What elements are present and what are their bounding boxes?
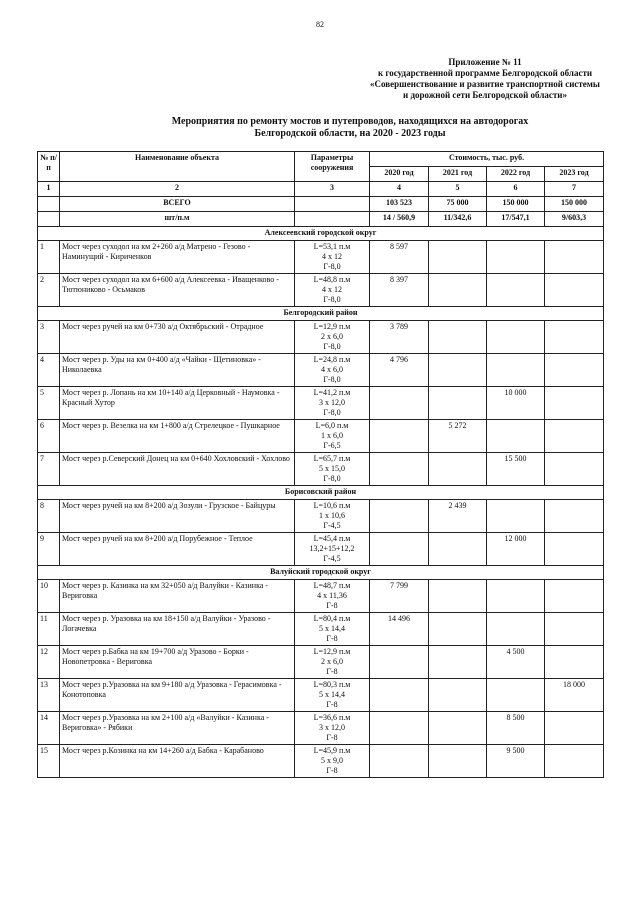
- structure-params: [295, 354, 370, 387]
- cost-cell: [370, 712, 429, 745]
- structure-params: [295, 321, 370, 354]
- title-line-2: Белгородской области, на 2020 - 2023 годы: [254, 128, 446, 139]
- param-line: L=48,7 п.м: [313, 581, 351, 590]
- section-title: Белгородский район: [38, 307, 604, 321]
- object-name: Мост через суходол на км 2+260 а/д Матрено - Гезово - Наминущий - Кириченков: [60, 241, 295, 274]
- colnum: 4: [370, 182, 429, 197]
- header-num: № п/п: [38, 152, 60, 182]
- cost-cell: 15 500: [487, 453, 545, 486]
- total-value: 150 000: [487, 197, 545, 212]
- cost-cell: [370, 679, 429, 712]
- row-number: 2: [38, 274, 60, 307]
- param-line: 3 х 12,0: [319, 723, 345, 732]
- object-name: Мост через р. Уды на км 0+400 а/д «Чайки - Щетиновка» - Николаевка: [60, 354, 295, 387]
- cost-cell: [545, 241, 604, 274]
- object-name: Мост через р.Бабка на км 19+700 а/д Уразово - Борки - Новопетровка - Вериговка: [60, 646, 295, 679]
- total-label: ВСЕГО: [60, 197, 295, 212]
- param-line: Г-8: [326, 634, 338, 643]
- param-line: Г-8,0: [323, 408, 341, 417]
- header-year: 2023 год: [545, 167, 604, 182]
- param-line: 1 х 10,6: [319, 511, 345, 520]
- section-row: [38, 566, 604, 580]
- colnum: 7: [545, 182, 604, 197]
- table-row: [38, 354, 604, 387]
- title-line-1: Мероприятия по ремонту мостов и путепроводов, находящихся на автодорогах: [171, 116, 529, 127]
- param-line: 4 х 12: [322, 252, 342, 261]
- param-line: L=6,0 п.м: [315, 421, 349, 430]
- appendix-header: [360, 57, 610, 101]
- param-line: Г-8,0: [323, 262, 341, 271]
- param-line: 5 х 14,4: [319, 690, 345, 699]
- cost-cell: [545, 646, 604, 679]
- cost-cell: [545, 321, 604, 354]
- colnum: 6: [487, 182, 545, 197]
- appendix-line-3: «Совершенствование и развитие транспортной системы: [370, 79, 600, 89]
- cost-cell: [545, 387, 604, 420]
- table-row: [38, 646, 604, 679]
- row-number: 9: [38, 533, 60, 566]
- units-row: [38, 212, 604, 227]
- object-name: Мост через р.Козинка на км 14+260 а/д Бабка - Карабаново: [60, 745, 295, 778]
- param-line: L=12,9 п.м: [313, 647, 351, 656]
- param-line: 4 х 11,36: [317, 591, 347, 600]
- param-line: Г-8: [326, 733, 338, 742]
- units-value: 17/547,1: [487, 212, 545, 227]
- cost-cell: [370, 387, 429, 420]
- param-line: Г-8: [326, 700, 338, 709]
- cost-cell: [487, 420, 545, 453]
- cost-cell: [487, 321, 545, 354]
- row-number: 11: [38, 613, 60, 646]
- structure-params: [295, 420, 370, 453]
- param-line: 13,2+15+12,2: [309, 544, 355, 553]
- header-year: 2020 год: [370, 167, 429, 182]
- cost-cell: 9 500: [487, 745, 545, 778]
- cost-cell: 7 799: [370, 580, 429, 613]
- param-line: L=45,4 п.м: [313, 534, 351, 543]
- table-row: [38, 712, 604, 745]
- total-value: 75 000: [429, 197, 487, 212]
- cost-cell: [487, 613, 545, 646]
- structure-params: [295, 533, 370, 566]
- cost-cell: 12 000: [487, 533, 545, 566]
- object-name: Мост через ручей на км 8+200 а/д Зозули - Грузское - Байцуры: [60, 500, 295, 533]
- param-line: 4 х 12: [322, 285, 342, 294]
- cost-cell: 3 789: [370, 321, 429, 354]
- row-number: 14: [38, 712, 60, 745]
- object-name: Мост через р. Везелка на км 1+800 а/д Стрелецкое - Пушкарное: [60, 420, 295, 453]
- cost-cell: [429, 321, 487, 354]
- param-line: Г-4,5: [323, 554, 341, 563]
- cost-cell: [370, 646, 429, 679]
- cost-cell: [370, 453, 429, 486]
- appendix-line-4: и дорожной сети Белгородской области»: [403, 90, 567, 100]
- structure-params: [295, 387, 370, 420]
- total-row: [38, 197, 604, 212]
- param-line: L=12,9 п.м: [313, 322, 351, 331]
- row-number: 1: [38, 241, 60, 274]
- table-row: [38, 679, 604, 712]
- bridges-table: [37, 151, 604, 778]
- row-number: 13: [38, 679, 60, 712]
- cost-cell: [487, 274, 545, 307]
- section-title: Валуйский городской округ: [38, 566, 604, 580]
- row-number: 7: [38, 453, 60, 486]
- param-line: 2 х 6,0: [321, 332, 343, 341]
- section-title: Борисовский район: [38, 486, 604, 500]
- param-line: Г-4,5: [323, 521, 341, 530]
- appendix-line-1: Приложение № 11: [448, 57, 522, 67]
- cost-cell: [545, 533, 604, 566]
- param-line: 5 х 15,0: [319, 464, 345, 473]
- cost-cell: [429, 241, 487, 274]
- param-line: L=24,8 п.м: [313, 355, 351, 364]
- param-line: L=65,7 п.м: [313, 454, 351, 463]
- cost-cell: [429, 679, 487, 712]
- structure-params: [295, 613, 370, 646]
- colnum: 2: [60, 182, 295, 197]
- row-number: 5: [38, 387, 60, 420]
- table-row: [38, 387, 604, 420]
- header-name: Наименование объекта: [60, 152, 295, 182]
- cost-cell: [545, 420, 604, 453]
- structure-params: [295, 646, 370, 679]
- table-row: [38, 745, 604, 778]
- structure-params: [295, 679, 370, 712]
- section-title: Алексеевский городской округ: [38, 227, 604, 241]
- colnum: 3: [295, 182, 370, 197]
- document-title: [60, 116, 640, 140]
- table-row: [38, 533, 604, 566]
- section-row: [38, 486, 604, 500]
- param-line: L=80,3 п.м: [313, 680, 351, 689]
- object-name: Мост через р. Лопань на км 10+140 а/д Церковный - Наумовка - Красный Хутор: [60, 387, 295, 420]
- cost-cell: [429, 712, 487, 745]
- header-params: Параметры сооружения: [295, 152, 370, 182]
- object-name: Мост через р.Северский Донец на км 0+640 Хохловский - Хохлово: [60, 453, 295, 486]
- object-name: Мост через р. Казинка на км 32+050 а/д Валуйки - Казинка - Вериговка: [60, 580, 295, 613]
- param-line: Г-8: [326, 667, 338, 676]
- row-number: 15: [38, 745, 60, 778]
- cost-cell: 8 597: [370, 241, 429, 274]
- object-name: Мост через ручей на км 0+730 а/д Октябрьский - Отрадное: [60, 321, 295, 354]
- param-line: 3 х 12,0: [319, 398, 345, 407]
- cost-cell: [487, 580, 545, 613]
- header-year: 2022 год: [487, 167, 545, 182]
- cost-cell: 8 397: [370, 274, 429, 307]
- param-line: Г-8,0: [323, 295, 341, 304]
- cost-cell: [545, 274, 604, 307]
- param-line: L=10,6 п.м: [313, 501, 351, 510]
- param-line: Г-8,0: [323, 342, 341, 351]
- param-line: L=53,1 п.м: [313, 242, 351, 251]
- param-line: Г-8,0: [323, 474, 341, 483]
- row-number: 8: [38, 500, 60, 533]
- structure-params: [295, 712, 370, 745]
- cost-cell: 5 272: [429, 420, 487, 453]
- row-number: 10: [38, 580, 60, 613]
- table-row: [38, 453, 604, 486]
- units-value: 11/342,6: [429, 212, 487, 227]
- table-row: [38, 613, 604, 646]
- cost-cell: [429, 533, 487, 566]
- colnum: 5: [429, 182, 487, 197]
- cost-cell: 2 439: [429, 500, 487, 533]
- units-label: шт/п.м: [60, 212, 295, 227]
- row-number: 6: [38, 420, 60, 453]
- units-value: 9/603,3: [545, 212, 604, 227]
- table-row: [38, 241, 604, 274]
- cost-cell: [370, 500, 429, 533]
- cost-cell: [487, 354, 545, 387]
- cost-cell: [487, 500, 545, 533]
- object-name: Мост через р. Уразовка на км 18+150 а/д Валуйки - Уразово - Логачевка: [60, 613, 295, 646]
- param-line: Г-8: [326, 601, 338, 610]
- cost-cell: [370, 745, 429, 778]
- structure-params: [295, 580, 370, 613]
- cost-cell: [429, 274, 487, 307]
- param-line: 4 х 6,0: [321, 365, 343, 374]
- param-line: 5 х 14,4: [319, 624, 345, 633]
- param-line: L=41,2 п.м: [313, 388, 351, 397]
- structure-params: [295, 745, 370, 778]
- param-line: L=36,6 п.м: [313, 713, 351, 722]
- header-year: 2021 год: [429, 167, 487, 182]
- param-line: L=48,8 п.м: [313, 275, 351, 284]
- cost-cell: [545, 580, 604, 613]
- section-row: [38, 307, 604, 321]
- structure-params: [295, 500, 370, 533]
- header-cost: Стоимость, тыс. руб.: [370, 152, 604, 167]
- table-row: [38, 321, 604, 354]
- cost-cell: [429, 580, 487, 613]
- cost-cell: 8 500: [487, 712, 545, 745]
- cost-cell: [545, 712, 604, 745]
- table-row: [38, 580, 604, 613]
- column-numbers-row: [38, 182, 604, 197]
- cost-cell: 4 796: [370, 354, 429, 387]
- cost-cell: [429, 745, 487, 778]
- cost-cell: [429, 646, 487, 679]
- object-name: Мост через ручей на км 8+200 а/д Порубежное - Теплое: [60, 533, 295, 566]
- cost-cell: [370, 533, 429, 566]
- cost-cell: [487, 679, 545, 712]
- structure-params: [295, 241, 370, 274]
- cost-cell: [545, 500, 604, 533]
- cost-cell: [429, 354, 487, 387]
- cost-cell: [545, 354, 604, 387]
- param-line: 5 х 9,0: [321, 756, 343, 765]
- cost-cell: [429, 453, 487, 486]
- param-line: Г-6,5: [323, 441, 341, 450]
- cost-cell: 4 500: [487, 646, 545, 679]
- page-number: 82: [316, 20, 324, 29]
- units-value: 14 / 560,9: [370, 212, 429, 227]
- param-line: Г-8: [326, 766, 338, 775]
- param-line: 2 х 6,0: [321, 657, 343, 666]
- object-name: Мост через суходол на км 6+600 а/д Алексеевка - Иващенково - Тютюниково - Осьмаков: [60, 274, 295, 307]
- cost-cell: [370, 420, 429, 453]
- cost-cell: [429, 613, 487, 646]
- structure-params: [295, 274, 370, 307]
- cost-cell: [429, 387, 487, 420]
- param-line: L=80,4 п.м: [313, 614, 351, 623]
- object-name: Мост через р.Уразовка на км 2+100 а/д «Валуйки - Казинка - Вериговка» - Рябики: [60, 712, 295, 745]
- object-name: Мост через р.Уразовка на км 9+180 а/д Уразовка - Герасимовка - Конотоповка: [60, 679, 295, 712]
- total-value: 150 000: [545, 197, 604, 212]
- row-number: 12: [38, 646, 60, 679]
- cost-cell: [545, 745, 604, 778]
- colnum: 1: [38, 182, 60, 197]
- structure-params: [295, 453, 370, 486]
- appendix-line-2: к государственной программе Белгородской области: [377, 68, 593, 78]
- section-row: [38, 227, 604, 241]
- row-number: 4: [38, 354, 60, 387]
- cost-cell: [545, 453, 604, 486]
- param-line: L=45,9 п.м: [313, 746, 351, 755]
- cost-cell: 14 496: [370, 613, 429, 646]
- cost-cell: 18 000: [545, 679, 604, 712]
- param-line: Г-8,0: [323, 375, 341, 384]
- table-row: [38, 274, 604, 307]
- table-row: [38, 420, 604, 453]
- total-value: 103 523: [370, 197, 429, 212]
- table-row: [38, 500, 604, 533]
- param-line: 1 х 6,0: [321, 431, 343, 440]
- cost-cell: 10 000: [487, 387, 545, 420]
- row-number: 3: [38, 321, 60, 354]
- cost-cell: [487, 241, 545, 274]
- cost-cell: [545, 613, 604, 646]
